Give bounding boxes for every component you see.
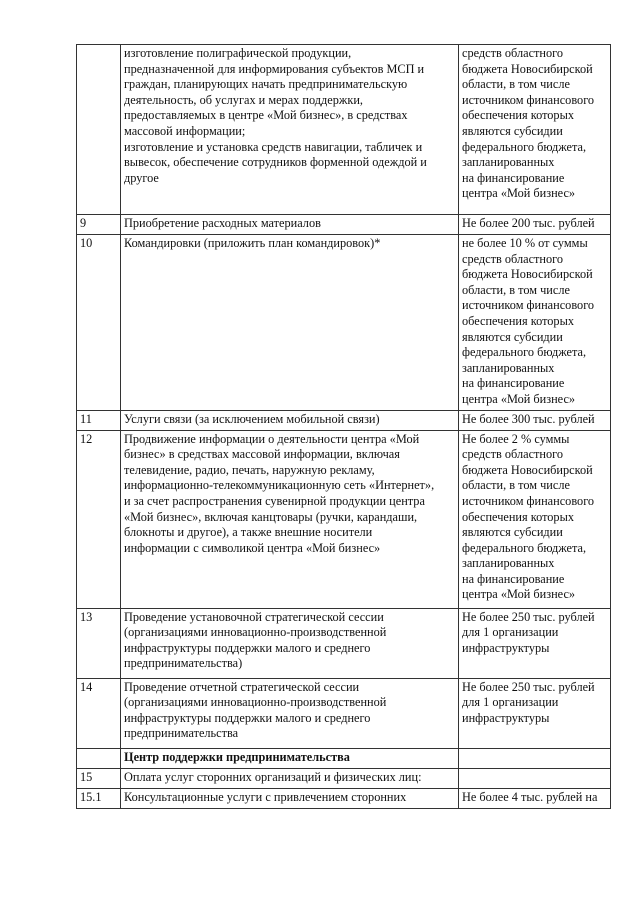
expense-name-line: блокноты и другое), а также внешние носители — [124, 525, 373, 540]
limit-cell — [459, 788, 611, 808]
expense-name-line: деятельность, об услугах и мерах поддержки, — [124, 92, 364, 107]
limit-line: Не более 250 тыс. рублей — [462, 679, 595, 694]
limit-line: федерального бюджета, — [462, 139, 587, 154]
limit-line: источником финансового — [462, 298, 595, 313]
table-row — [77, 410, 611, 430]
expense-name-cell — [121, 430, 459, 608]
row-number: 15.1 — [77, 788, 121, 808]
limit-line: запланированных — [462, 556, 555, 571]
expense-name-cell — [121, 608, 459, 678]
expense-name-line: другое — [124, 170, 159, 185]
limit-line: области, в том числе — [462, 282, 570, 297]
expense-name-cell — [121, 678, 459, 748]
limit-line: центра «Мой бизнес» — [462, 587, 576, 602]
expense-name-line: Оплата услуг сторонних организаций и физических лиц: — [124, 769, 422, 784]
expense-name-line: информационно-телекоммуникационную сеть «Интернет», — [124, 478, 435, 493]
expense-name-line: Проведение установочной стратегической сессии — [124, 609, 384, 624]
expense-name-line: Командировки (приложить план командировок)* — [124, 236, 381, 250]
limit-line: запланированных — [462, 360, 555, 375]
limit-line: центра «Мой бизнес» — [462, 186, 576, 201]
limit-cell — [459, 410, 611, 430]
limit-line: бюджета Новосибирской — [462, 267, 593, 282]
expense-name-line: Проведение отчетной стратегической сессии — [124, 679, 360, 694]
expense-name-cell — [121, 768, 459, 788]
expense-name-line: предназначенной для информирования субъектов МСП и — [124, 61, 425, 76]
expense-name-cell — [121, 215, 459, 235]
document-page — [76, 44, 610, 809]
row-number — [77, 748, 121, 768]
limit-line: федерального бюджета, — [462, 345, 587, 360]
table-row — [77, 235, 611, 411]
limit-line: обеспечения которых — [462, 313, 574, 328]
limit-cell — [459, 768, 611, 788]
expense-name-line: изготовление полиграфической продукции, — [124, 46, 352, 60]
limit-cell — [459, 215, 611, 235]
expense-name-line: граждан, планирующих начать предпринимательскую — [124, 77, 408, 92]
expense-name-line: Приобретение расходных материалов — [124, 216, 321, 230]
expense-name-cell — [121, 410, 459, 430]
limit-line: источником финансового — [462, 493, 595, 508]
limit-cell — [459, 45, 611, 215]
budget-table-body — [77, 45, 611, 809]
limit-line: средств областного — [462, 251, 564, 266]
limit-line: Не более 2 % суммы — [462, 431, 570, 446]
limit-line: являются субсидии — [462, 525, 563, 540]
limit-line: области, в том числе — [462, 77, 570, 92]
expense-name-line: Продвижение информации о деятельности центра «Мой — [124, 431, 420, 446]
limit-line: обеспечения которых — [462, 509, 574, 524]
expense-name-line: (организациями инновационно-производственной — [124, 625, 387, 640]
table-row — [77, 768, 611, 788]
expense-name-line: информации с символикой центра «Мой бизнес» — [124, 540, 381, 555]
table-row — [77, 215, 611, 235]
limit-cell — [459, 235, 611, 411]
limit-cell — [459, 748, 611, 768]
limit-line: средств областного — [462, 46, 564, 60]
limit-line: обеспечения которых — [462, 108, 574, 123]
expense-name-line: инфраструктуры поддержки малого и среднего — [124, 710, 371, 725]
row-number: 12 — [77, 430, 121, 608]
row-number: 11 — [77, 410, 121, 430]
section-title: Центр поддержки предпринимательства — [124, 749, 350, 764]
expense-name-line: бизнес» в средствах массовой информации, включая — [124, 447, 400, 462]
expense-name-line: (организациями инновационно-производственной — [124, 695, 387, 710]
expense-name-line: предпринимательства) — [124, 656, 243, 671]
limit-line: Не более 250 тыс. рублей — [462, 609, 595, 624]
limit-line: центра «Мой бизнес» — [462, 391, 576, 406]
expense-name-cell — [121, 235, 459, 411]
expense-name-line: и за счет распространения сувенирной продукции центра — [124, 493, 425, 508]
limit-cell — [459, 678, 611, 748]
row-number: 15 — [77, 768, 121, 788]
expense-name-line: «Мой бизнес», включая канцтовары (ручки, карандаши, — [124, 509, 418, 524]
row-number: 10 — [77, 235, 121, 411]
expense-name-line: предпринимательства — [124, 726, 239, 741]
table-row — [77, 608, 611, 678]
limit-line: являются субсидии — [462, 329, 563, 344]
limit-line: области, в том числе — [462, 478, 570, 493]
limit-line: на финансирование — [462, 571, 565, 586]
row-number: 9 — [77, 215, 121, 235]
row-number: 13 — [77, 608, 121, 678]
expense-name-line: инфраструктуры поддержки малого и среднего — [124, 640, 371, 655]
limit-line: бюджета Новосибирской — [462, 61, 593, 76]
table-row — [77, 678, 611, 748]
expense-name-line: вывесок, обеспечение сотрудников форменной одеждой и — [124, 155, 427, 170]
limit-line: для 1 организации — [462, 695, 559, 710]
row-number: 14 — [77, 678, 121, 748]
limit-line: инфраструктуры — [462, 640, 550, 655]
limit-line: инфраструктуры — [462, 710, 550, 725]
table-row — [77, 430, 611, 608]
limit-line: бюджета Новосибирской — [462, 462, 593, 477]
limit-line: федерального бюджета, — [462, 540, 587, 555]
section-header-row — [77, 748, 611, 768]
expense-name-cell — [121, 788, 459, 808]
expense-name-line: массовой информации; — [124, 123, 246, 138]
table-row — [77, 45, 611, 215]
limit-line: являются субсидии — [462, 123, 563, 138]
limit-cell — [459, 430, 611, 608]
expense-name-line: Услуги связи (за исключением мобильной связи) — [124, 411, 380, 426]
limit-line: Не более 300 тыс. рублей — [462, 411, 595, 426]
expense-name-line: телевидение, радио, печать, наружную рекламу, — [124, 462, 375, 477]
limit-line: не более 10 % от суммы — [462, 236, 588, 250]
expense-name-cell — [121, 45, 459, 215]
limit-line: средств областного — [462, 447, 564, 462]
limit-cell — [459, 608, 611, 678]
limit-line: запланированных — [462, 155, 555, 170]
expense-name-line: предоставляемых в центре «Мой бизнес», в средствах — [124, 108, 408, 123]
limit-line: на финансирование — [462, 170, 565, 185]
budget-table — [76, 44, 611, 809]
limit-line: на финансирование — [462, 376, 565, 391]
row-number — [77, 45, 121, 215]
limit-line: для 1 организации — [462, 625, 559, 640]
limit-line: Не более 200 тыс. рублей — [462, 216, 595, 230]
expense-name-line: изготовление и установка средств навигации, табличек и — [124, 139, 423, 154]
limit-line: источником финансового — [462, 92, 595, 107]
expense-name-line: Консультационные услуги с привлечением сторонних — [124, 789, 407, 804]
table-row — [77, 788, 611, 808]
expense-name-cell — [121, 748, 459, 768]
limit-line: Не более 4 тыс. рублей на — [462, 789, 598, 804]
